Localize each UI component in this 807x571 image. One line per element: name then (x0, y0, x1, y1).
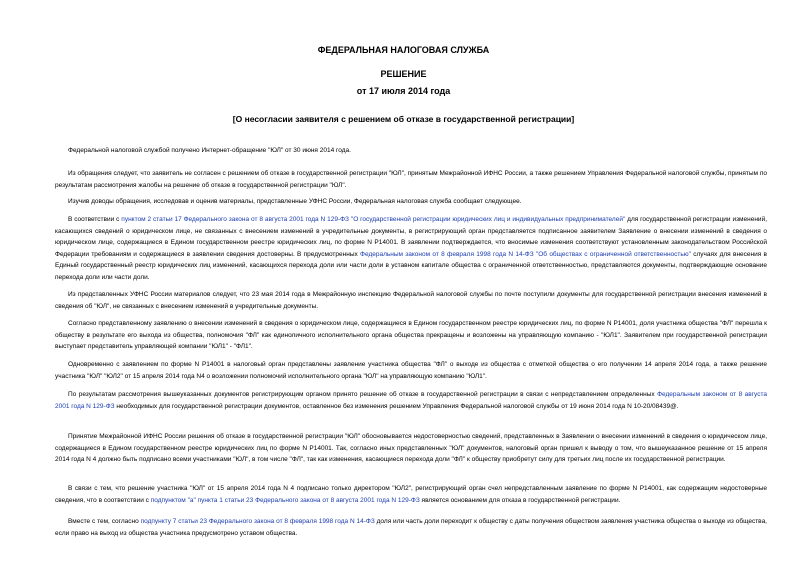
document-date: от 17 июля 2014 года (356, 86, 451, 96)
paragraph-7: Одновременно с заявлением по форме N Р14001 в налоговый орган представлены заявление участника общества "ФЛ" о выходе из общества с отметкой общества о его получении 14 апреля 2014 года, а также решение участника "ЮЛ" "ЮЛ2" от 15 апреля 2014 года N4 о возложении полномочий исполнительного органа "ЮЛ" на управляющую компанию "ЮЛ1". (55, 361, 767, 380)
document-type: РЕШЕНИЕ (380, 69, 427, 79)
paragraph-8-text-b: необходимых для государственной регистрации документов, оставленное без изменения решением Управления Федеральной налоговой службы от 19 июня 2014 года N 10-20/08439@. (114, 402, 679, 410)
paragraph-1: Федеральной налоговой службой получено Интернет-обращение "ЮЛ" от 30 июня 2014 года. (68, 147, 351, 154)
paragraph-11 (55, 516, 767, 539)
paragraph-3: Изучив доводы обращения, исследовав и оценив материалы, представленные УФНС России, Федеральная налоговая служба сообщает следующее. (68, 198, 522, 205)
paragraph-4-text-a: В соответствии с (68, 216, 122, 223)
paragraph-6: Согласно представленному заявлению о внесении изменений в сведения о юридическом лице, содержащиеся в Едином государственном реестре юридических лиц, по форме N Р14001, доля участника общества "ФЛ" перешла к обществу в результате его выхода из общества, полномочия "ФЛ" как единоличного исполнительного органа общества прекращены и возложены на управляющую компанию - "ЮЛ1". Заявителем при государственной регистрации выступает представитель управляющей компании "ЮЛ1" - "ФЛ1". (55, 320, 767, 350)
document-subject: [О несогласии заявителя с решением об отказе в государственной регистрации] (232, 114, 575, 124)
paragraph-4-text-c: случаях для внесения в Единый государственный реестр юридических лиц изменений, касающихся перехода доли или части доли в уставном капитале общества с ограниченной ответственностью, представляются документы, подтверждающие основание перехода доли или части доли. (55, 250, 767, 281)
law-129fz-link[interactable]: Федеральным законом от 8 августа 2001 года N 129-ФЗ (55, 391, 768, 410)
paragraph-8-text-a: По результатам рассмотрения вышеуказанных документов регистрирующим органом принято решение об отказе в государственной регистрации в связи с непредставлением определенных (68, 391, 658, 398)
paragraph-10-text-b: является основанием для отказа в государственной регистрации. (419, 496, 621, 504)
paragraph-4-text-b: для государственной регистрации изменений, касающихся сведений о юридическом лице, не связанных с внесением изменений в учредительные документы, в регистрирующий орган представляется подписанное заявителем Заявление о внесении изменений в сведения о юридическом лице, содержащиеся в Едином государственном реестре юридических лиц, по форме N Р14001. В заявлении подтверждается, что вносимые изменения соответствуют установленным законодательством Российской Федерации требованиям и содержащиеся в заявлении сведения достоверны. В предусмотренных (55, 216, 768, 258)
law-129fz-article-23-link[interactable]: подпунктом "а" пункта 1 статьи 23 Федерального закона от 8 августа 2001 года N 129-ФЗ (150, 496, 420, 504)
paragraph-10 (55, 483, 767, 506)
paragraph-11-text-b: доля или часть доли переходит к обществу с даты получения обществом заявления участника общества о выходе из общества, если право на выход из общества участника предусмотрено уставом общества. (55, 518, 767, 537)
paragraph-2: Из обращения следует, что заявитель не согласен с решением об отказе в государственной регистрации "ЮЛ", принятым Межрайонной ИФНС России, а также решением Управления Федеральной налоговой службы, принятым по результатам рассмотрения жалобы на решение об отказе в государственной регистрации "ЮЛ". (55, 170, 767, 189)
paragraph-11-text-a: Вместе с тем, согласно (68, 518, 141, 525)
paragraph-9: Принятие Межрайонной ИФНС России решения об отказе в государственной регистрации "ЮЛ" обосновывается недостоверностью сведений, представленных в Заявлении о внесении изменений в сведения о юридическом лице, содержащиеся в Едином государственном реестре юридических лиц по форме N Р14001. Так, согласно иных представленных "ЮЛ" документов, налоговый орган пришел к выводу о том, что вышеуказанное решение от 15 апреля 2014 года N 4 должно быть подписано всеми участниками "ЮЛ", в том числе "ФЛ", так как изменения, касающиеся перехода доли "ФЛ" к обществу приобретут силу для третьих лиц после их государственной регистрации. (55, 433, 767, 463)
law-14fz-article-23-link[interactable]: подпункту 7 статьи 23 Федерального закона от 8 февраля 1998 года N 14-ФЗ (140, 518, 375, 525)
paragraph-4 (55, 214, 767, 283)
paragraph-5: Из представленных УФНС России материалов следует, что 23 мая 2014 года в Межрайонную инспекцию Федеральной налоговой службы по почте поступили документы для государственной регистрации внесения изменений в сведения об "ЮЛ", не связанных с внесением изменений в учредительные документы. (55, 291, 767, 310)
paragraph-10-text-a: В связи с тем, что решение участника "ЮЛ" от 15 апреля 2014 года N 4 подписано только директором "ЮЛ2", регистрирующий орган счел непредставленным заявление по форме N Р14001, как содержащим недостоверные сведения, что в соответствии с (55, 485, 767, 504)
organization-title: ФЕДЕРАЛЬНАЯ НАЛОГОВАЯ СЛУЖБА (317, 45, 490, 55)
law-14fz-link[interactable]: Федеральным законом от 8 февраля 1998 года N 14-ФЗ "Об обществах с ограниченной ответственностью" (360, 250, 691, 258)
law-129fz-article-17-link[interactable]: пунктом 2 статьи 17 Федерального закона от 8 августа 2001 года N 129-ФЗ "О государственной регистрации юридических лиц и индивидуальных предпринимателей" (121, 216, 626, 223)
paragraph-8 (55, 389, 767, 412)
